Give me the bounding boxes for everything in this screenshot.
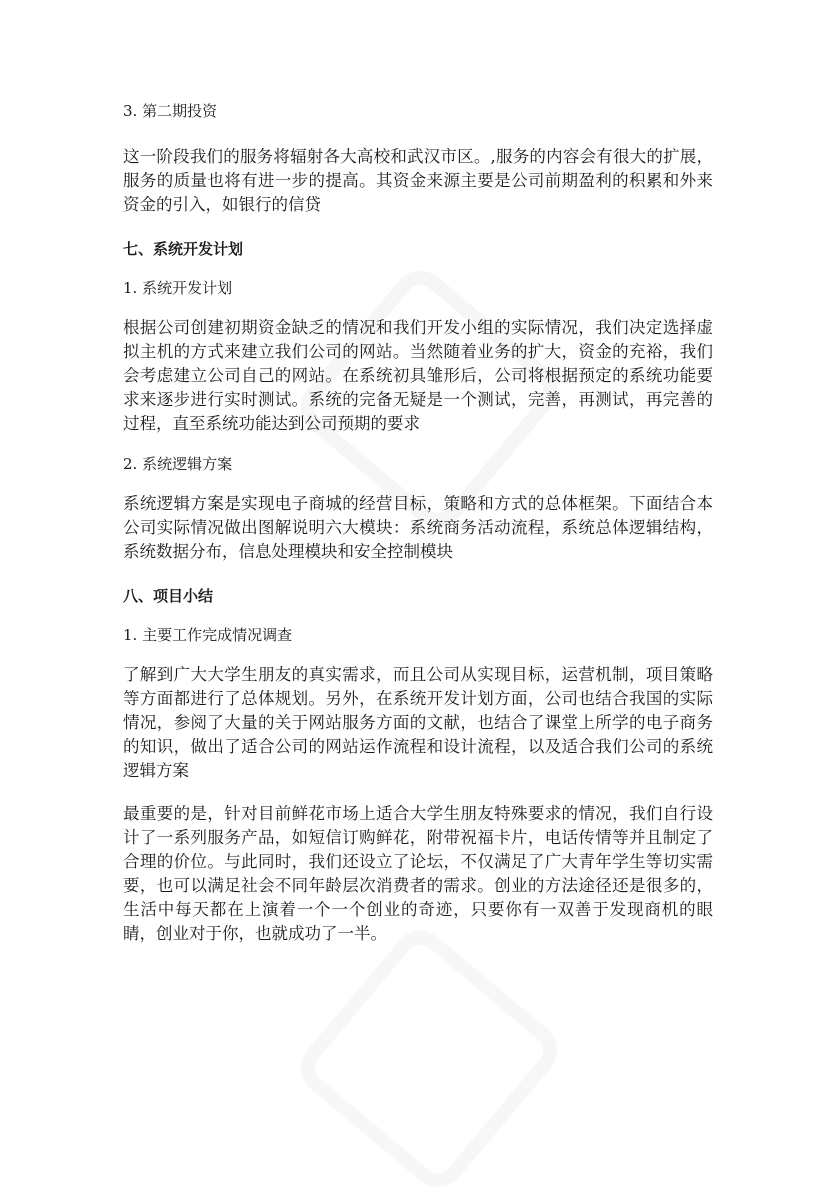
subsection-title-work-survey: 1. 主要工作完成情况调查 (123, 626, 293, 644)
section-heading-system-dev-plan: 七、系统开发计划 (123, 240, 244, 258)
section-heading-project-summary: 八、项目小结 (123, 587, 214, 605)
paragraph-work-survey: 了解到广大大学生朋友的真实需求，而且公司从实现目标，运营机制，项目策略等方面都进行了总体规划。另外，在系统开发计划方面，公司也结合我国的实际情况，参阅了大量的关于网站服务方面的文献，也结合了课堂上所学的电子商务的知识，做出了适合公司的网站运作流程和设计流程，以及适合我们公司的系统逻辑方案 (123, 665, 713, 780)
subsection-title-phase2-investment: 3. 第二期投资 (123, 102, 218, 120)
paragraph-dev-plan: 根据公司创建初期资金缺乏的情况和我们开发小组的实际情况，我们决定选择虚拟主机的方式来建立我们公司的网站。当然随着业务的扩大，资金的充裕，我们会考虑建立公司自己的网站。在系统初具雏形后，公司将根据预定的系统功能要求来逐步进行实时测试。系统的完备无疑是一个测试，完善，再测试，再完善的过程，直至系统功能达到公司预期的要求 (123, 318, 713, 433)
paragraph-phase2-description: 这一阶段我们的服务将辐射各大高校和武汉市区。,服务的内容会有很大的扩展，服务的质量也将有进一步的提高。其资金来源主要是公司前期盈利的积累和外来资金的引入，如银行的信贷 (123, 147, 713, 214)
document-page (123, 96, 713, 946)
watermark-logo-lower (290, 920, 569, 1198)
subsection-title-dev-plan: 1. 系统开发计划 (123, 279, 233, 297)
paragraph-logic-scheme: 系统逻辑方案是实现电子商城的经营目标，策略和方式的总体框架。下面结合本公司实际情况做出图解说明六大模块：系统商务活动流程，系统总体逻辑结构，系统数据分布，信息处理模块和安全控制模块 (123, 494, 713, 561)
paragraph-conclusion: 最重要的是，针对目前鲜花市场上适合大学生朋友特殊要求的情况，我们自行设计了一系列服务产品，如短信订购鲜花，附带祝福卡片，电话传情等并且制定了合理的价位。与此同时，我们还设立了论坛，不仅满足了广大青年学生等切实需要，也可以满足社会不同年龄层次消费者的需求。创业的方法途径还是很多的，生活中每天都在上演着一个一个创业的奇迹，只要你有一双善于发现商机的眼睛，创业对于你，也就成功了一半。 (123, 804, 713, 943)
subsection-title-logic-scheme: 2. 系统逻辑方案 (123, 455, 233, 473)
